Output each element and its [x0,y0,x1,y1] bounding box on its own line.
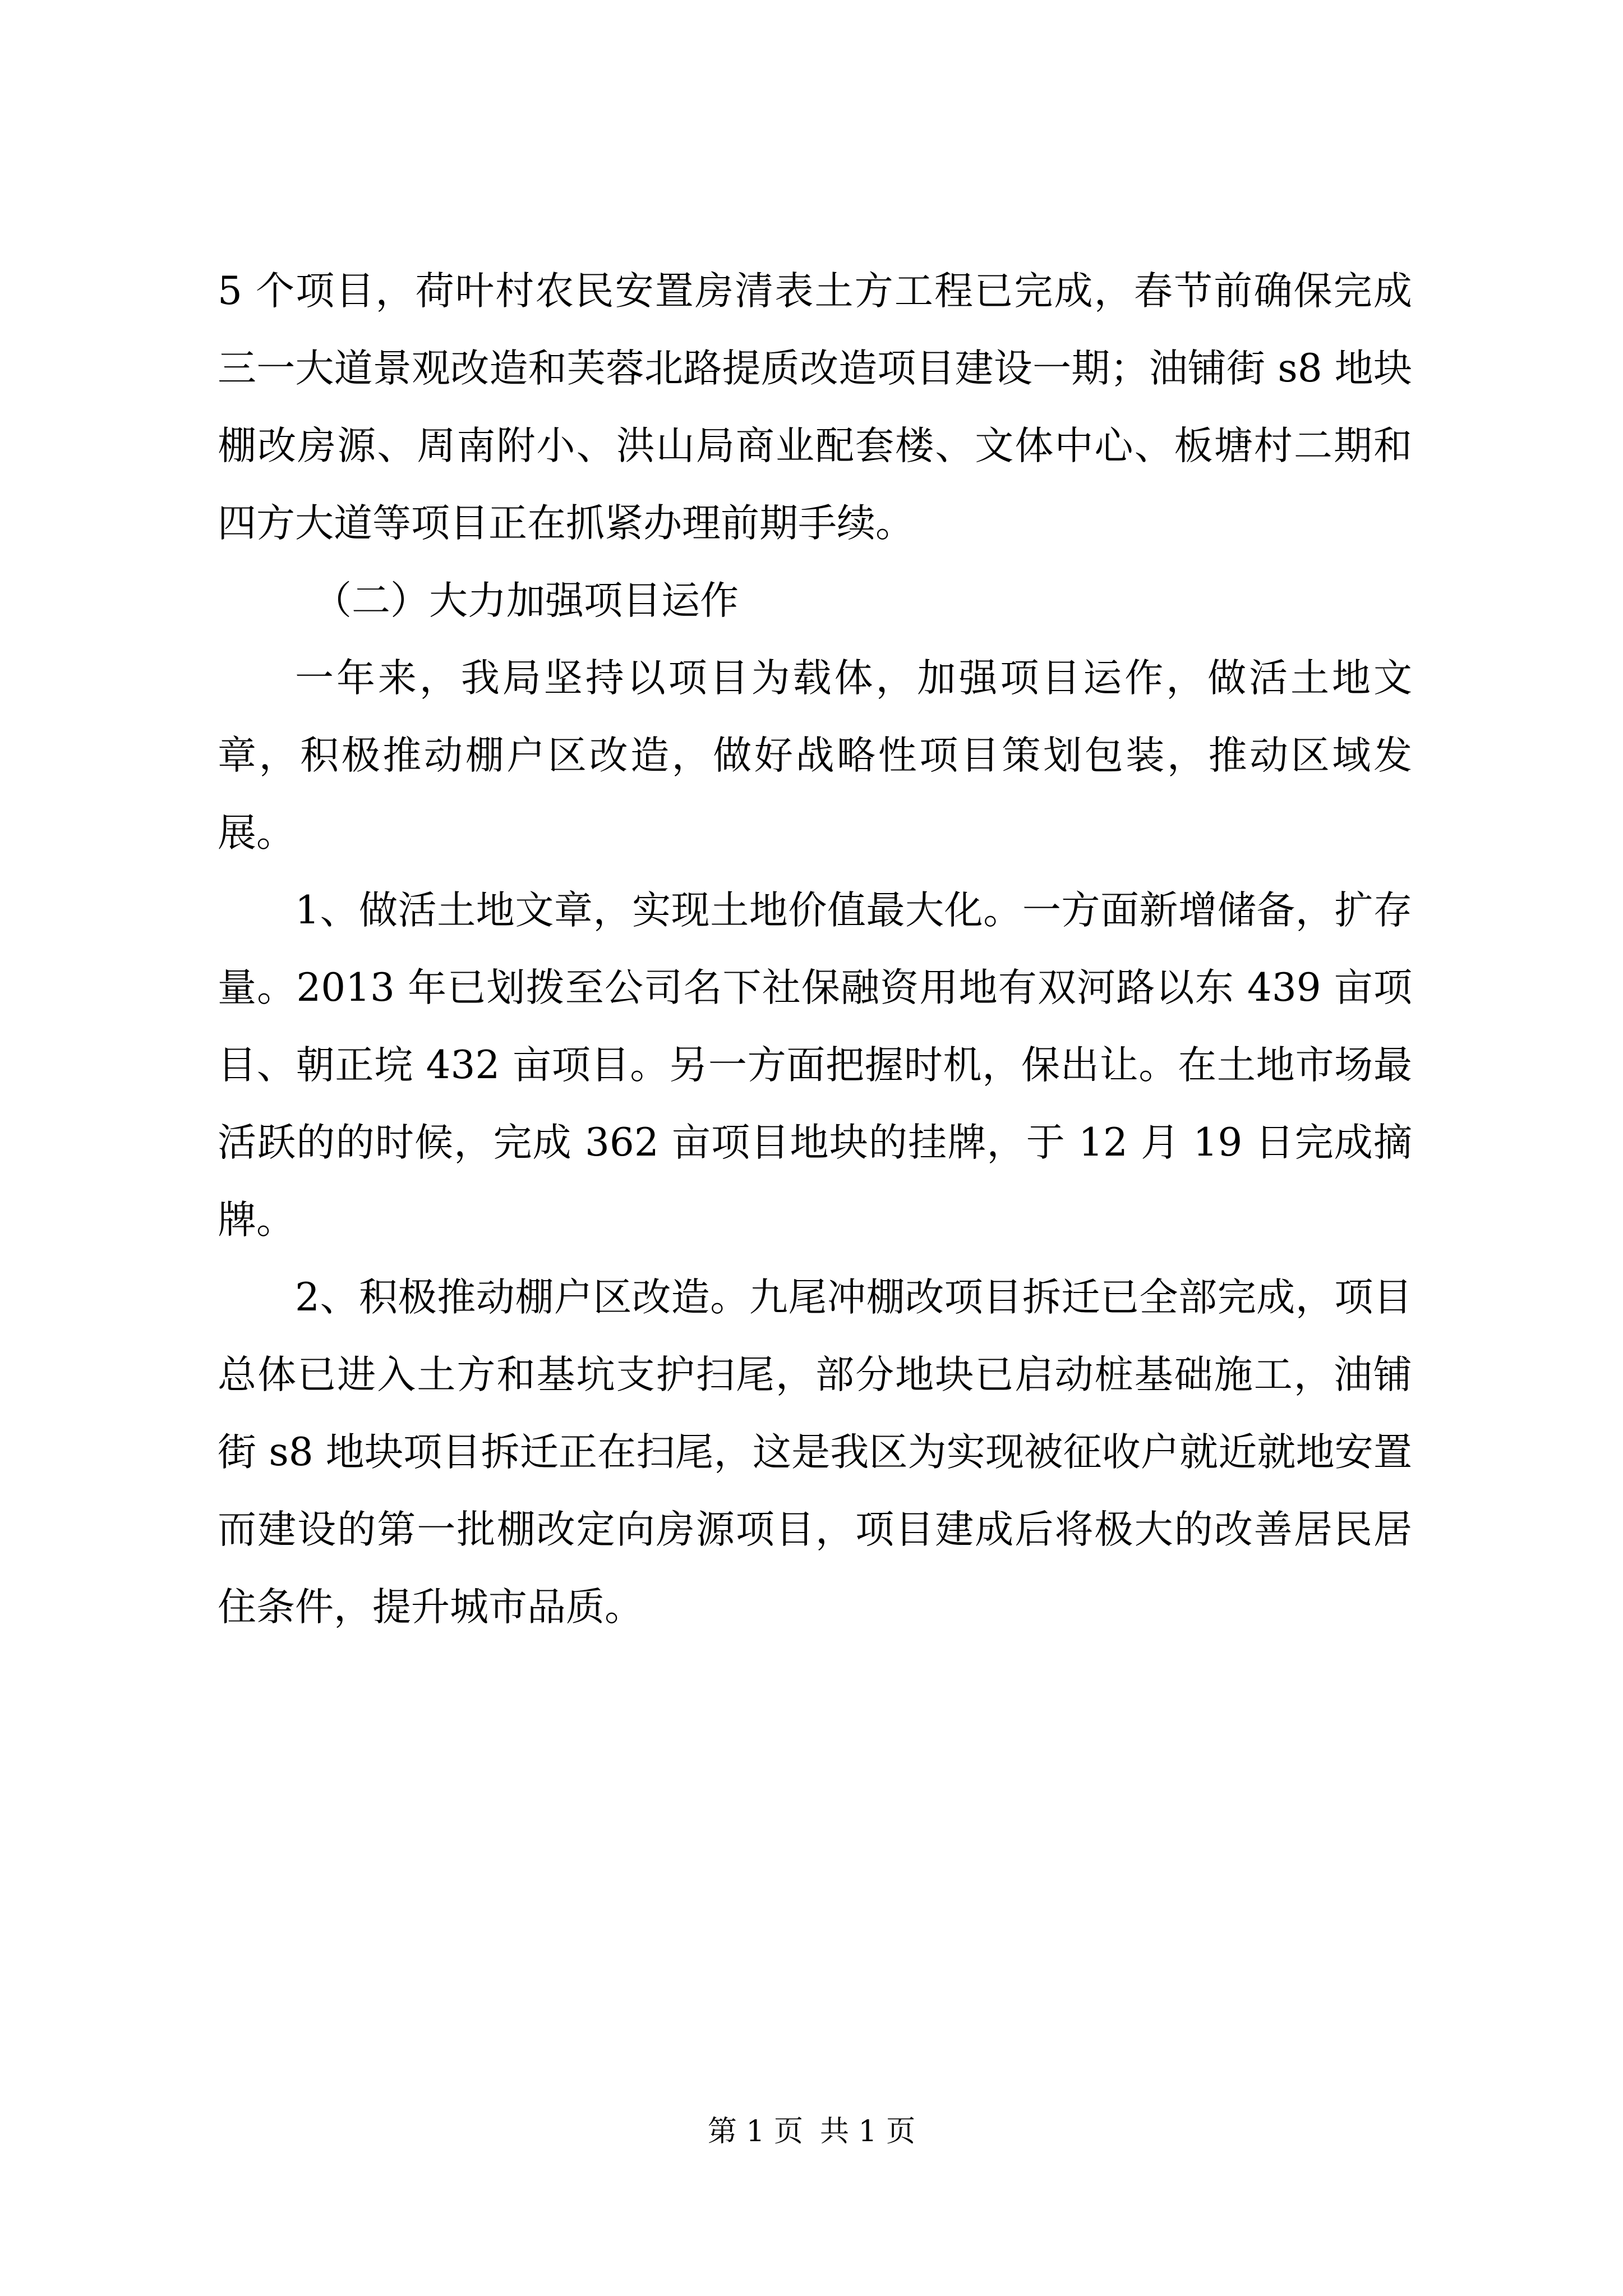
paragraph-continuation: 5 个项目，荷叶村农民安置房清表土方工程已完成，春节前确保完成三一大道景观改造和芙蓉北路提质改造项目建设一期；油铺街 s8 地块棚改房源、周南附小、洪山局商业配套楼、文体中心、板塘村二期和四方大道等项目正在抓紧办理前期手续。 [218,269,1412,546]
document-body [218,252,1412,1646]
page-total: 共 1 页 [820,2115,916,2148]
paragraph-intro: 一年来，我局坚持以项目为载体，加强项目运作，做活土地文章，积极推动棚户区改造，做好战略性项目策划包装，推动区域发展。 [218,656,1412,855]
paragraph-item-1: 1、做活土地文章，实现土地价值最大化。一方面新增储备，扩存量。2013 年已划拨至公司名下社保融资用地有双河路以东 439 亩项目、朝正垸 432 亩项目。另一方面把握时机，保出让。在土地市场最活跃的的时候，完成 362 亩项目地块的挂牌，于 12 月 19 日完成摘牌。 [218,888,1412,1243]
paragraph-item-2: 2、积极推动棚户区改造。九尾冲棚改项目拆迁已全部完成，项目总体已进入土方和基坑支护扫尾，部分地块已启动桩基础施工，油铺街 s8 地块项目拆迁正在扫尾，这是我区为实现被征收户就近就地安置而建设的第一批棚改定向房源项目，项目建成后将极大的改善居民居住条件，提升城市品质。 [218,1275,1412,1630]
section-heading: （二）大力加强项目运作 [313,578,739,623]
page-number: 第 1 页 [707,2115,803,2148]
page-footer [0,2112,1623,2151]
